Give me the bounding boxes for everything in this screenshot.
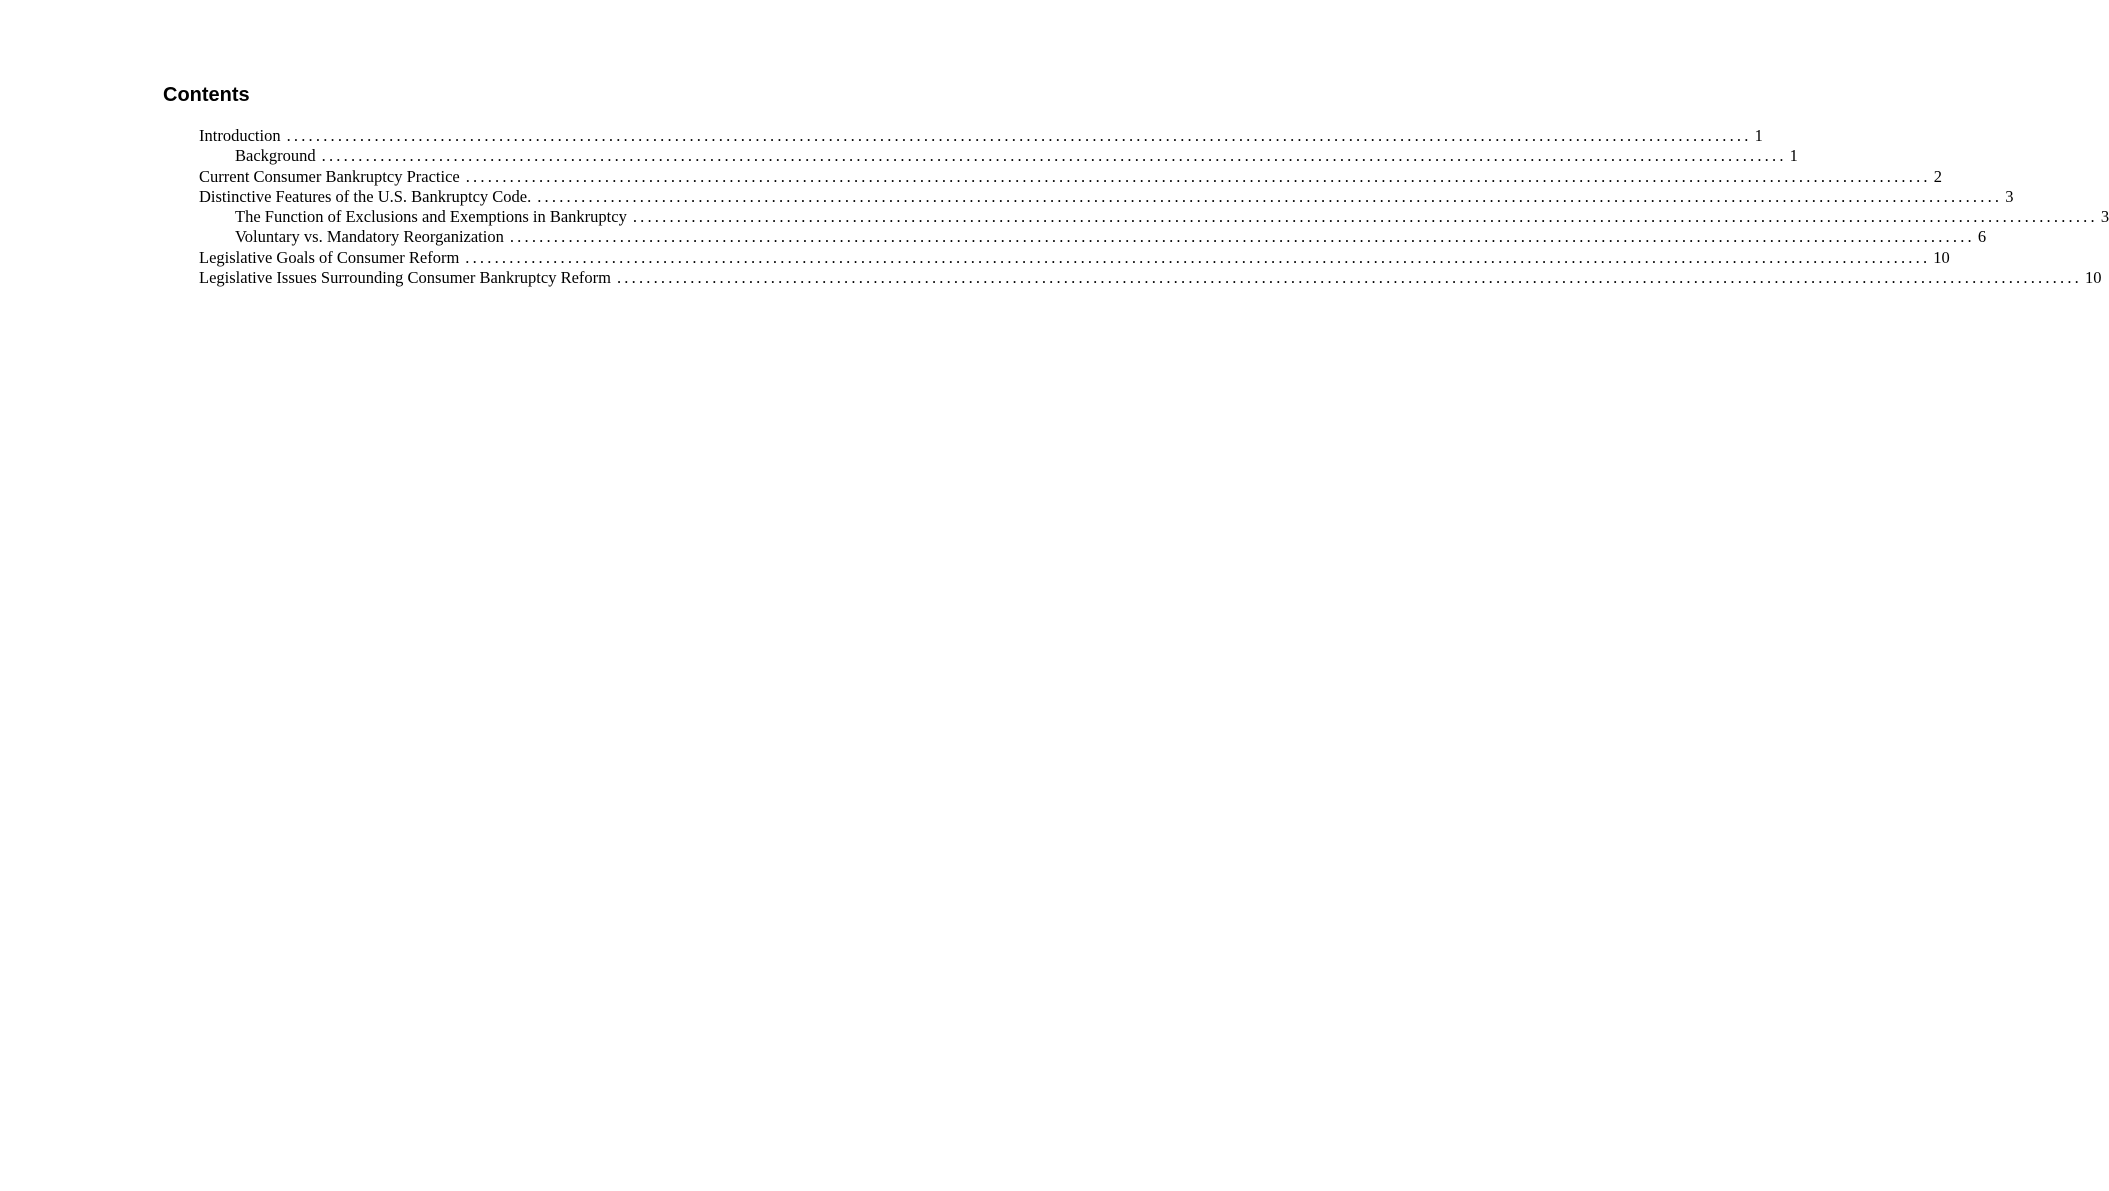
toc-heading: Contents: [163, 84, 250, 106]
toc-entry-background[interactable]: [199, 146, 1798, 166]
toc-entry-page: 6: [1977, 227, 1987, 247]
toc-entry-title: Current Consumer Bankruptcy Practice: [199, 166, 460, 186]
dot-leader: ........................................................................................................................................................................................................: [632, 207, 2098, 227]
toc-entry-page: 1: [1789, 146, 1798, 166]
dot-leader: ........................................................................................................................................................................................................: [465, 247, 1931, 267]
dot-leader: ........................................................................................................................................................................................................: [616, 268, 2082, 288]
dot-leader: ........................................................................................................................................................................................................: [286, 126, 1752, 145]
toc-entry-title: Distinctive Features of the U.S. Bankruptcy Code.: [199, 186, 532, 206]
toc-entry-title: Voluntary vs. Mandatory Reorganization: [235, 227, 504, 247]
toc-entry-page: 3: [2100, 207, 2109, 227]
dot-leader: ........................................................................................................................................................................................................: [465, 166, 1931, 186]
dot-leader: ........................................................................................................................................................................................................: [509, 227, 1975, 247]
toc-entry-title: Background: [235, 146, 316, 166]
toc-entry-title: Legislative Issues Surrounding Consumer Bankruptcy Reform: [199, 268, 611, 288]
toc-entry-page: 3: [2005, 186, 2014, 206]
toc-entry-page: 10: [1933, 247, 1950, 267]
toc-entry-voluntary-vs-mandatory[interactable]: [199, 227, 1987, 247]
toc-entry-page: 10: [2084, 268, 2102, 288]
toc-entry-legislative-goals[interactable]: [199, 247, 1950, 268]
toc-entry-current-consumer-bankruptcy-practice[interactable]: [199, 166, 1942, 187]
toc-entry-title: Introduction: [199, 126, 281, 145]
toc-entry-exclusions-and-exemptions[interactable]: [199, 207, 2109, 227]
toc-entry-title: Legislative Goals of Consumer Reform: [199, 247, 460, 267]
toc-entry-introduction[interactable]: [199, 126, 1763, 146]
toc-entry-title: The Function of Exclusions and Exemptions in Bankruptcy: [235, 207, 627, 227]
dot-leader: ........................................................................................................................................................................................................: [321, 146, 1787, 166]
toc-entry-page: 2: [1933, 166, 1942, 186]
dot-leader: ........................................................................................................................................................................................................: [537, 186, 2003, 206]
toc-entry-distinctive-features[interactable]: [199, 186, 2014, 207]
toc-entry-legislative-issues[interactable]: [199, 268, 2102, 288]
table-of-contents: [199, 126, 2109, 288]
toc-entry-page: 1: [1754, 126, 1763, 145]
